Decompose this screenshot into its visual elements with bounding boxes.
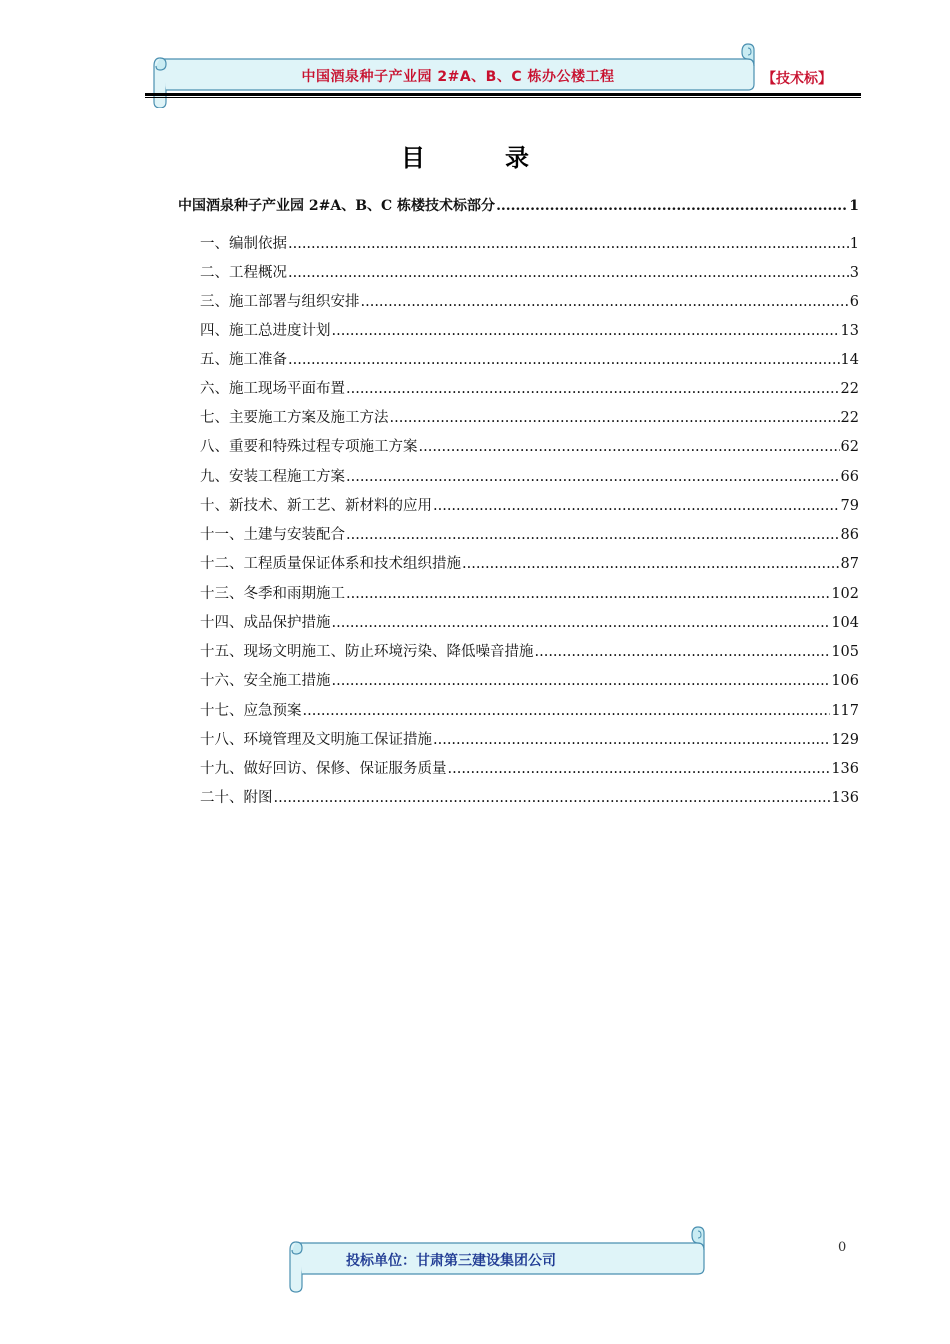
header-rule-thick — [145, 93, 861, 96]
toc-entry[interactable] — [200, 788, 859, 808]
toc-leader-dots — [288, 350, 840, 370]
toc-entry[interactable] — [200, 554, 859, 574]
toc-entry-label: 十七、应急预案 — [200, 703, 302, 719]
toc-entry[interactable] — [200, 350, 859, 370]
toc-leader-dots — [332, 613, 831, 633]
toc-entry[interactable] — [200, 437, 859, 457]
toc-entry-page: 136 — [831, 790, 859, 806]
toc-leader-dots — [346, 584, 830, 604]
toc-entry-page: 66 — [840, 469, 859, 485]
toc-entry-page: 1 — [849, 198, 859, 214]
toc-leader-dots — [332, 321, 840, 341]
toc-leader-dots — [303, 701, 831, 721]
toc-entry[interactable] — [200, 379, 859, 399]
toc-leader-dots — [288, 263, 849, 283]
toc-entry[interactable] — [200, 408, 859, 428]
toc-leader-dots — [448, 759, 831, 779]
toc-entry-page: 14 — [840, 352, 859, 368]
toc-leader-dots — [288, 234, 849, 254]
toc-entry-label: 八、重要和特殊过程专项施工方案 — [200, 439, 418, 455]
toc-entry-page: 13 — [840, 323, 859, 339]
toc-title: 目录 — [401, 144, 609, 172]
toc-leader-dots — [346, 467, 840, 487]
toc-leader-dots — [419, 437, 840, 457]
toc-leader-dots — [274, 788, 831, 808]
toc-leader-dots — [346, 525, 840, 545]
toc-leader-dots — [433, 496, 840, 516]
toc-entry-label: 一、编制依据 — [200, 236, 287, 252]
toc-entry-label: 六、施工现场平面布置 — [200, 381, 345, 397]
toc-entry-label: 二、工程概况 — [200, 265, 287, 281]
toc-entry[interactable] — [200, 292, 859, 312]
toc-entry-page: 86 — [840, 527, 859, 543]
toc-leader-dots — [361, 292, 849, 312]
toc-main-entry[interactable] — [178, 196, 859, 216]
page-number: 0 — [838, 1240, 847, 1255]
toc-entry[interactable] — [200, 642, 859, 662]
toc-entry[interactable] — [200, 525, 859, 545]
toc-entry-page: 102 — [831, 586, 859, 602]
toc-entry-page: 129 — [831, 732, 859, 748]
toc-entry-label: 十四、成品保护措施 — [200, 615, 331, 631]
toc-entry-label: 十八、环境管理及文明施工保证措施 — [200, 732, 432, 748]
toc-entry-label: 四、施工总进度计划 — [200, 323, 331, 339]
toc-entry-page: 79 — [840, 498, 859, 514]
toc-entry-page: 6 — [849, 294, 859, 310]
toc-entry-page: 136 — [831, 761, 859, 777]
toc-entry-label: 十一、土建与安装配合 — [200, 527, 345, 543]
toc-entry-label: 九、安装工程施工方案 — [200, 469, 345, 485]
toc-entry-page: 87 — [840, 556, 859, 572]
toc-leader-dots — [433, 730, 830, 750]
toc-entry-label: 十九、做好回访、保修、保证服务质量 — [200, 761, 447, 777]
toc-entry-page: 22 — [840, 410, 859, 426]
toc-entry-label: 十五、现场文明施工、防止环境污染、降低噪音措施 — [200, 644, 534, 660]
toc-leader-dots — [390, 408, 840, 428]
toc-entry-page: 62 — [840, 439, 859, 455]
toc-entry[interactable] — [200, 701, 859, 721]
toc-entry-label: 十三、冬季和雨期施工 — [200, 586, 345, 602]
toc-entry[interactable] — [200, 759, 859, 779]
toc-leader-dots — [346, 379, 840, 399]
toc-entry[interactable] — [200, 730, 859, 750]
toc-leader-dots — [496, 196, 848, 216]
toc-entry[interactable] — [200, 467, 859, 487]
toc-entry-label: 五、施工准备 — [200, 352, 287, 368]
toc-entry-page: 106 — [831, 673, 859, 689]
toc-entry[interactable] — [200, 584, 859, 604]
toc-entry-page: 3 — [849, 265, 859, 281]
toc-entry-label: 中国酒泉种子产业园 2#A、B、C 栋楼技术标部分 — [178, 198, 496, 214]
toc-entry[interactable] — [200, 321, 859, 341]
toc-entry-page: 1 — [849, 236, 859, 252]
toc-entry-label: 十六、安全施工措施 — [200, 673, 331, 689]
footer-bidder: 投标单位：甘肃第三建设集团公司 — [346, 1253, 556, 1269]
toc-entry-label: 二十、附图 — [200, 790, 273, 806]
toc-leader-dots — [462, 554, 840, 574]
toc-entry-page: 117 — [831, 703, 859, 719]
header-rule-thin — [145, 97, 861, 98]
header-title: 中国酒泉种子产业园 2#A、B、C 栋办公楼工程 — [301, 69, 615, 85]
toc-entry-label: 十、新技术、新工艺、新材料的应用 — [200, 498, 432, 514]
toc-entry[interactable] — [200, 263, 859, 283]
toc-leader-dots — [332, 671, 831, 691]
toc-entry-page: 104 — [831, 615, 859, 631]
toc-entry[interactable] — [200, 613, 859, 633]
header-tag: 【技术标】 — [762, 71, 832, 87]
toc-leader-dots — [535, 642, 831, 662]
toc-entry-page: 105 — [831, 644, 859, 660]
toc-entry[interactable] — [200, 234, 859, 254]
toc-entry-page: 22 — [840, 381, 859, 397]
toc-entry-label: 十二、工程质量保证体系和技术组织措施 — [200, 556, 461, 572]
toc-entry-label: 七、主要施工方案及施工方法 — [200, 410, 389, 426]
toc-entry[interactable] — [200, 496, 859, 516]
toc-entry-label: 三、施工部署与组织安排 — [200, 294, 360, 310]
toc-entry[interactable] — [200, 671, 859, 691]
